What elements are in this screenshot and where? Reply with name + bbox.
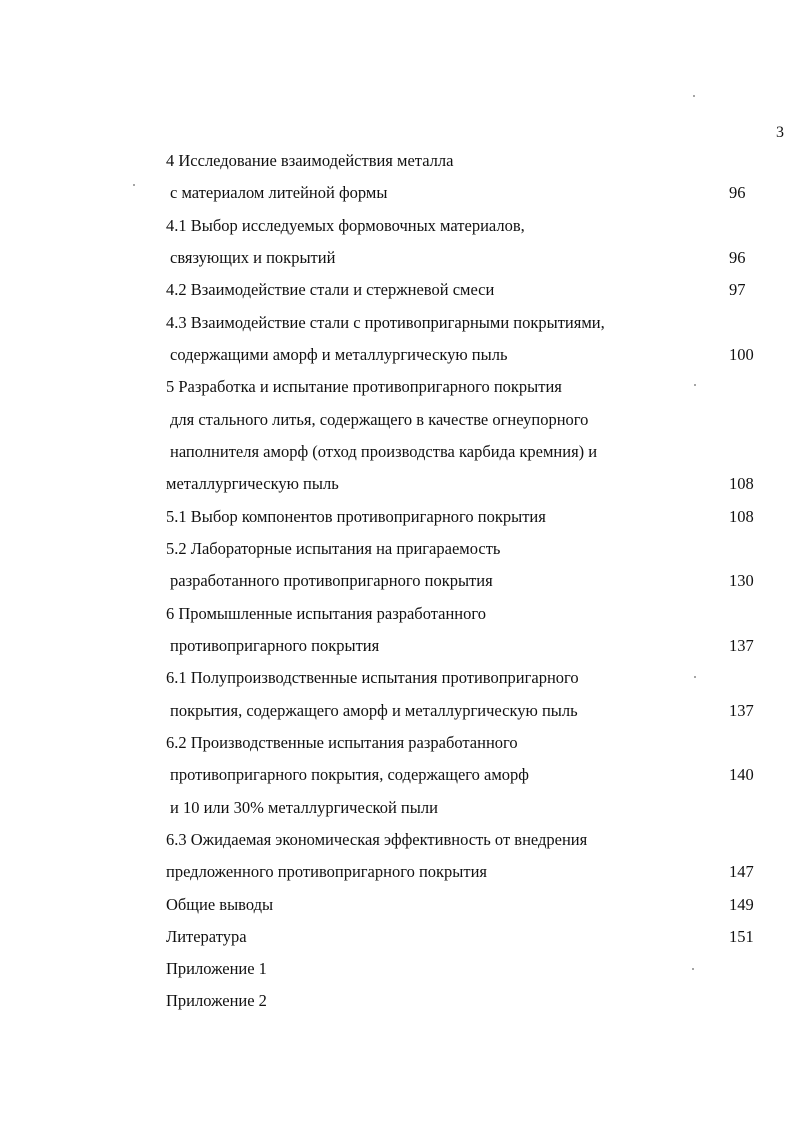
toc-entry-text: с материалом литейной формы	[170, 183, 388, 202]
toc-entry-text: 4.2 Взаимодействие стали и стержневой смеси	[166, 280, 495, 299]
scan-speck	[694, 676, 696, 678]
toc-entry-text: 4.1 Выбор исследуемых формовочных материалов,	[166, 216, 525, 235]
toc-entry-text: 6.1 Полупроизводственные испытания противопригарного	[166, 668, 579, 687]
toc-entry-text: 6.2 Производственные испытания разработанного	[166, 733, 518, 752]
toc-entry-text: наполнителя аморф (отход производства карбида кремния) и	[170, 442, 598, 461]
toc-entry-text: для стального литья, содержащего в качестве огнеупорного	[170, 410, 589, 429]
toc-entry-page: 96	[729, 183, 746, 202]
toc-entry-text: 4 Исследование взаимодействия металла	[166, 151, 454, 170]
page-number: 3	[776, 124, 784, 141]
toc-entry-text: 6 Промышленные испытания разработанного	[166, 604, 486, 623]
toc-entry-text: покрытия, содержащего аморф и металлургическую пыль	[170, 701, 578, 720]
toc-entry-page: 137	[729, 636, 754, 655]
toc-entry-page: 137	[729, 701, 754, 720]
toc-entry-page: 130	[729, 571, 754, 590]
toc-entry-text: связующих и покрытий	[170, 248, 336, 267]
scan-speck	[693, 95, 695, 97]
toc-entry-page: 96	[729, 248, 746, 267]
toc-entry-text: Приложение 2	[166, 991, 267, 1010]
toc-entry-page: 108	[729, 507, 754, 526]
toc-entry-page: 108	[729, 474, 754, 493]
toc-entry-text: 5.2 Лабораторные испытания на пригараемость	[166, 539, 501, 558]
toc-entry-text: предложенного противопригарного покрытия	[166, 862, 488, 881]
scan-speck	[694, 384, 696, 386]
toc-entry-text: 6.3 Ожидаемая экономическая эффективность от внедрения	[166, 830, 588, 849]
toc-entry-text: противопригарного покрытия	[170, 636, 380, 655]
toc-entry-text: 5 Разработка и испытание противопригарного покрытия	[166, 377, 562, 396]
toc-entry-text: противопригарного покрытия, содержащего аморф	[170, 765, 529, 784]
toc-entry-text: разработанного противопригарного покрытия	[170, 571, 493, 590]
toc-entry-text: Приложение 1	[166, 959, 267, 978]
toc-entry-page: 140	[729, 765, 754, 784]
toc-entry-page: 97	[729, 280, 746, 299]
toc-entry-text: 5.1 Выбор компонентов противопригарного покрытия	[166, 507, 546, 526]
toc-entry-text: и 10 или 30% металлургической пыли	[170, 798, 438, 817]
toc-entry-page: 149	[729, 895, 754, 914]
toc-entry-text: Литература	[166, 927, 247, 946]
scan-speck	[692, 968, 694, 970]
toc-entry-text: 4.3 Взаимодействие стали с противопригарными покрытиями,	[166, 313, 605, 332]
toc-entry-page: 100	[729, 345, 754, 364]
toc-entry-text: содержащими аморф и металлургическую пыль	[170, 345, 508, 364]
scan-speck	[133, 184, 135, 186]
toc-entry-text: Общие выводы	[166, 895, 274, 914]
toc-entry-page: 151	[729, 927, 754, 946]
toc-entry-page: 147	[729, 862, 754, 881]
toc-entry-text: металлургическую пыль	[166, 474, 339, 493]
